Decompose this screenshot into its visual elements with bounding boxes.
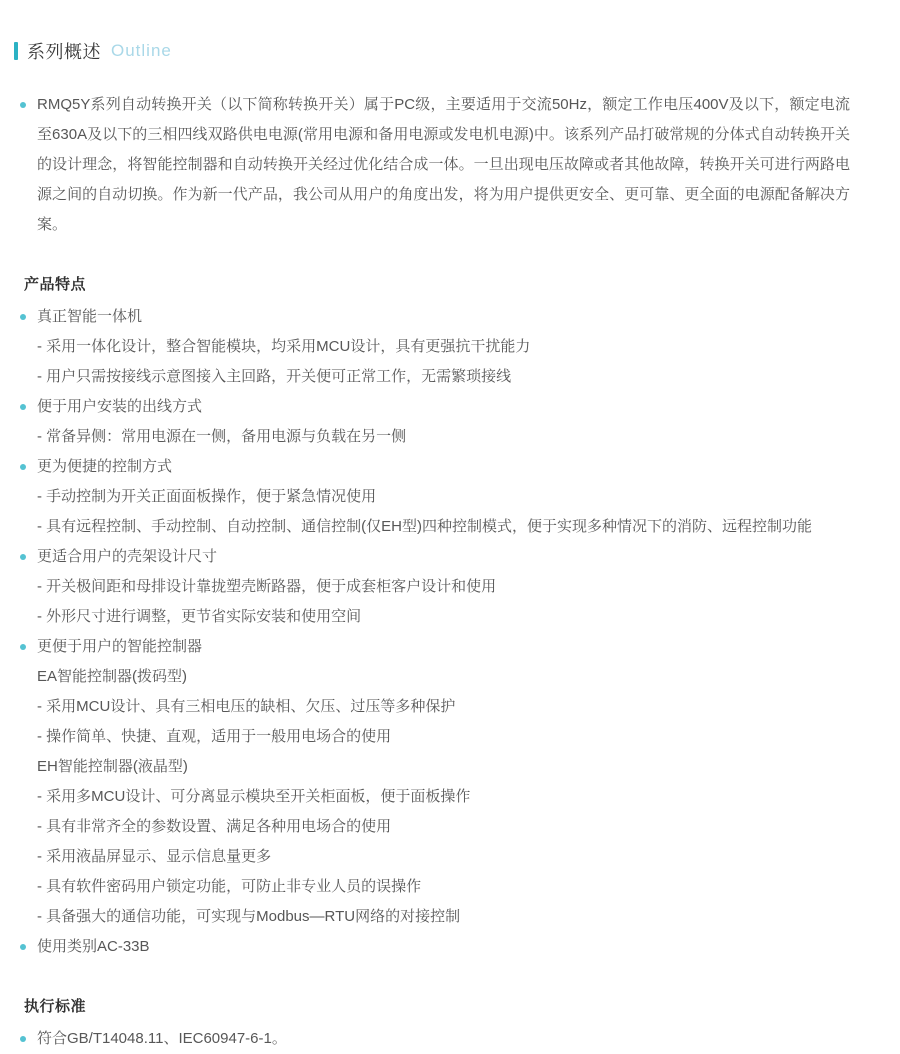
item-text: - 采用液晶屏显示、显示信息量更多 [37, 848, 272, 865]
page-title: 系列概述 [27, 42, 101, 62]
item-text: - 开关极间距和母排设计靠拢塑壳断路器，便于成套柜客户设计和使用 [37, 578, 497, 595]
item-text: EH智能控制器(液晶型) [37, 758, 188, 775]
item-text: - 常备异侧：常用电源在一侧，备用电源与负载在另一侧 [37, 428, 407, 445]
feature-subitem [14, 512, 850, 542]
intro-text: RMQ5Y系列自动转换开关（以下简称转换开关）属于PC级，主要适用于交流50Hz，额定工作电压400V及以下，额定电流至630A及以下的三相四线双路供电电源(常用电源和备用电源或发电机电源)中。该系列产品打破常规的分体式自动转换开关的设计理念，将智能控制器和自动转换开关经过优化结合成一体。一旦出现电压故障或者其他故障，转换开关可进行两路电源之间的自动切换。作为新一代产品，我公司从用户的角度出发，将为用户提供更安全、更可靠、更全面的电源配备解决方案。 [37, 96, 850, 233]
accent-bar-icon [14, 42, 18, 60]
bullet-dot-icon [20, 464, 26, 470]
section-header [14, 38, 850, 64]
item-text: - 采用MCU设计、具有三相电压的缺相、欠压、过压等多种保护 [37, 698, 456, 715]
item-text: - 具有远程控制、手动控制、自动控制、通信控制(仅EH型)四种控制模式，便于实现多种情况下的消防、远程控制功能 [37, 518, 812, 535]
section-heading: 执行标准 [24, 998, 87, 1015]
feature-subitem [14, 572, 850, 602]
item-text: - 具有非常齐全的参数设置、满足各种用电场合的使用 [37, 818, 392, 835]
feature-subitem [14, 842, 850, 872]
item-text: 真正智能一体机 [37, 308, 143, 325]
feature-item [14, 302, 850, 332]
item-text: 更适合用户的壳架设计尺寸 [37, 548, 218, 565]
item-text: - 采用多MCU设计、可分离显示模块至开关柜面板，便于面板操作 [37, 788, 471, 805]
item-text: EA智能控制器(拨码型) [37, 668, 188, 685]
bullet-dot-icon [20, 314, 26, 320]
item-text: - 采用一体化设计，整合智能模块，均采用MCU设计，具有更强抗干扰能力 [37, 338, 531, 355]
section-heading: 产品特点 [24, 276, 87, 293]
item-text: - 具有软件密码用户锁定功能，可防止非专业人员的误操作 [37, 878, 422, 895]
item-text: 符合GB/T14048.11、IEC60947-6-1。 [37, 1030, 287, 1047]
feature-subitem [14, 782, 850, 812]
item-text: - 具备强大的通信功能，可实现与Modbus—RTU网络的对接控制 [37, 908, 461, 925]
feature-item [14, 1024, 850, 1054]
item-text: 便于用户安装的出线方式 [37, 398, 203, 415]
feature-item [14, 632, 850, 662]
feature-subitem [14, 872, 850, 902]
feature-subitem [14, 722, 850, 752]
item-text: - 操作简单、快捷、直观，适用于一般用电场合的使用 [37, 728, 392, 745]
feature-item [14, 392, 850, 422]
item-text: 更便于用户的智能控制器 [37, 638, 203, 655]
feature-subitem [14, 752, 850, 782]
page-subtitle: Outline [111, 41, 172, 60]
intro-paragraph [14, 90, 850, 240]
feature-subitem [14, 332, 850, 362]
bullet-dot-icon [20, 404, 26, 410]
feature-subitem [14, 422, 850, 452]
feature-subitem [14, 692, 850, 722]
feature-subitem [14, 482, 850, 512]
item-text: - 手动控制为开关正面面板操作，便于紧急情况使用 [37, 488, 377, 505]
item-text: 使用类别AC-33B [37, 938, 150, 955]
feature-subitem [14, 602, 850, 632]
feature-item [14, 542, 850, 572]
bullet-dot-icon [20, 102, 26, 108]
feature-item [14, 452, 850, 482]
item-text: - 用户只需按接线示意图接入主回路，开关便可正常工作，无需繁琐接线 [37, 368, 512, 385]
bullet-dot-icon [20, 644, 26, 650]
feature-subitem [14, 902, 850, 932]
item-text: - 外形尺寸进行调整，更节省实际安装和使用空间 [37, 608, 362, 625]
bullet-dot-icon [20, 944, 26, 950]
feature-subitem [14, 662, 850, 692]
sections-container [14, 273, 850, 1054]
bullet-dot-icon [20, 554, 26, 560]
feature-subitem [14, 812, 850, 842]
feature-item [14, 932, 850, 962]
item-text: 更为便捷的控制方式 [37, 458, 173, 475]
feature-subitem [14, 362, 850, 392]
bullet-dot-icon [20, 1036, 26, 1042]
